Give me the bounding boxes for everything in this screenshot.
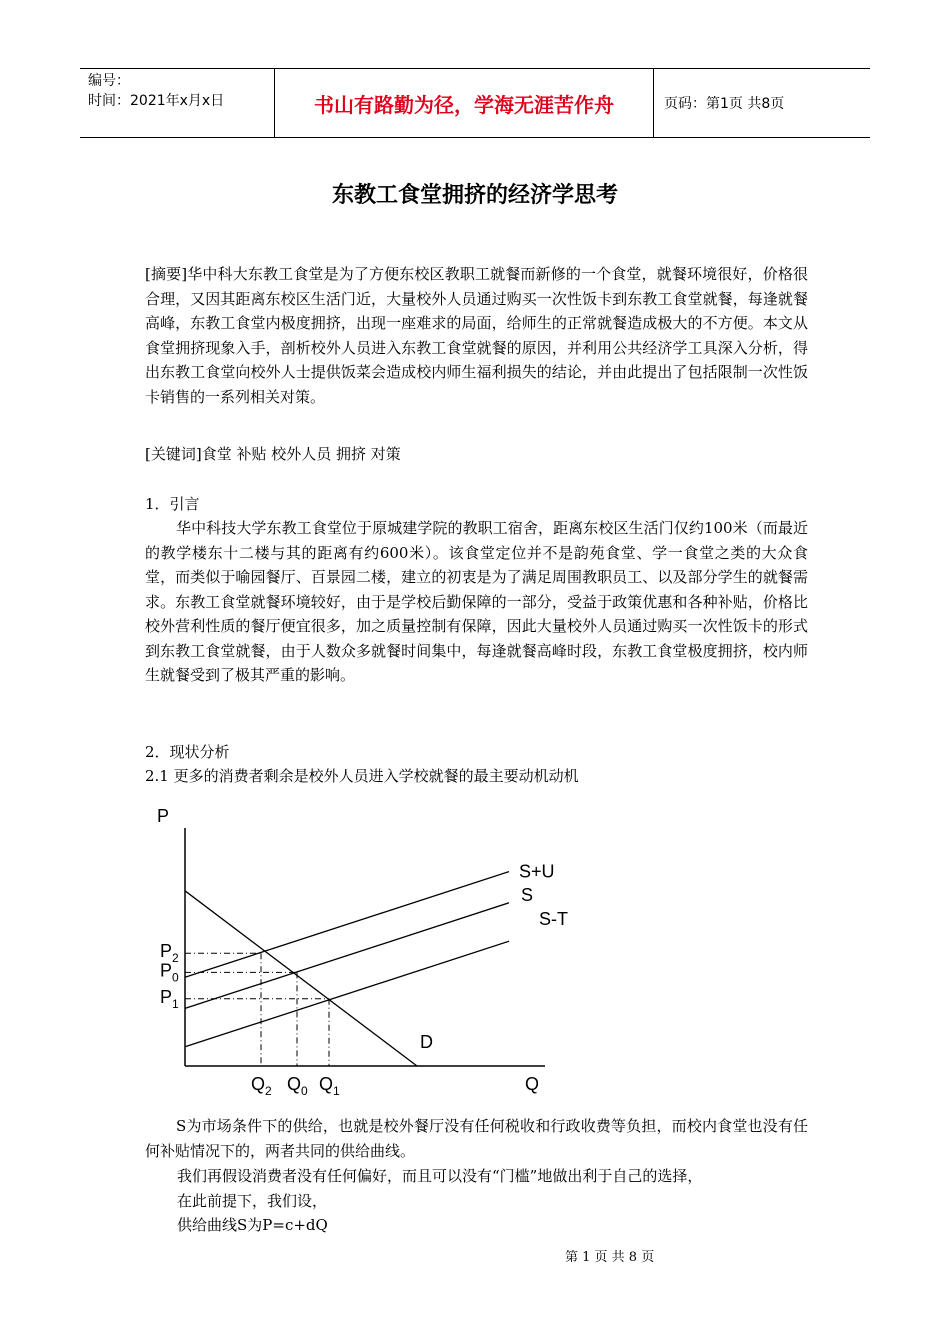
curve-d <box>185 891 417 1066</box>
curve-label-d: D <box>420 1032 433 1052</box>
section1-body: 华中科技大学东教工食堂位于原城建学院的教职工宿舍，距离东校区生活门仅约100米（而最近的教学楼东十二楼与其的距离有约600米）。该食堂定位并不是韵苑食堂、学一食堂之类的大众食堂，而类似于喻园餐厅、百景园二楼，建立的初衷是为了满足周围教职员工、以及部分学生的就餐需求。东教工食堂就餐环境较好，由于是学校后勤保障的一部分，受益于政策优惠和各种补贴，价格比校外营利性质的餐厅便宜很多，加之质量控制有保障，因此大量校外人员通过购买一次性饭卡的形式到东教工食堂就餐，由于人数众多就餐时间集中，每逢就餐高峰时段，东教工食堂极度拥挤，校内师生就餐受到了极其严重的影响。 <box>145 519 808 684</box>
header-meta <box>80 69 275 137</box>
section1-heading: 1．引言 <box>145 495 200 513</box>
after-chart-p3: 在此前提下，我们设， <box>177 1192 328 1210</box>
curve-label-s-t: S-T <box>539 909 568 930</box>
x-tick-q1: $Q_1$ <box>319 1074 340 1098</box>
document-title: 东教工食堂拥挤的经济学思考 <box>331 183 618 208</box>
section2-subheading: 2.1 更多的消费者剩余是校外人员进入学校就餐的最主要动机动机 <box>145 767 579 785</box>
y-tick-p1: $P_1$ <box>160 986 179 1011</box>
abstract: [摘要]华中科大东教工食堂是为了方便东校区教职工就餐而新修的一个食堂，就餐环境很好，价格很合理，又因其距离东校区生活门近，大量校外人员通过购买一次性饭卡到东教工食堂就餐，每逢就餐高峰，东教工食堂内极度拥挤，出现一座难求的局面，给师生的正常就餐造成极大的不方便。本文从食堂拥挤现象入手，剖析校外人员进入东教工食堂就餐的原因，并利用公共经济学工具深入分析，得出东教工食堂向校外人士提供饭菜会造成校内师生福利损失的结论，并由此提出了包括限制一次性饭卡销售的一系列相关对策。 <box>145 265 808 406</box>
x-tick-q2: $Q_2$ <box>251 1074 272 1098</box>
date-label: 时间：2021年x月x日 <box>88 93 225 109</box>
curve-label-s-u: S+U <box>519 861 555 882</box>
curve-s <box>185 903 509 1009</box>
page-footer: 第 1 页 共 8 页 <box>565 1250 655 1265</box>
curve-s-u <box>185 872 509 978</box>
section2-heading: 2．现状分析 <box>145 743 230 761</box>
curve-s-t <box>185 941 509 1047</box>
after-chart-p2: 我们再假设消费者没有任何偏好，而且可以没有“门槛”地做出利于自己的选择， <box>177 1167 703 1185</box>
curve-label-s: S <box>521 884 534 905</box>
header-motto: 书山有路勤为径，学海无涯苦作舟 <box>275 69 654 137</box>
page-header <box>80 68 870 138</box>
y-tick-p0: $P_0$ <box>160 960 179 985</box>
number-label: 编号： <box>88 73 130 89</box>
supply-demand-chart <box>145 800 568 1100</box>
header-page-info: 页码：第1页 共8页 <box>664 96 785 112</box>
y-tick-p2: $P_2$ <box>160 941 179 966</box>
x-tick-q0: $Q_0$ <box>287 1074 308 1098</box>
x-axis-label: Q <box>525 1074 540 1094</box>
keywords: [关键词]食堂 补贴 校外人员 拥挤 对策 <box>145 445 401 463</box>
after-chart-p1: S为市场条件下的供给，也就是校外餐厅没有任何税收和行政收费等负担，而校内食堂也没有任何补贴情况下的，两者共同的供给曲线。 <box>145 1117 808 1160</box>
after-chart-p4: 供给曲线S为P=c+dQ <box>177 1216 328 1234</box>
y-axis-label: P <box>157 806 170 826</box>
